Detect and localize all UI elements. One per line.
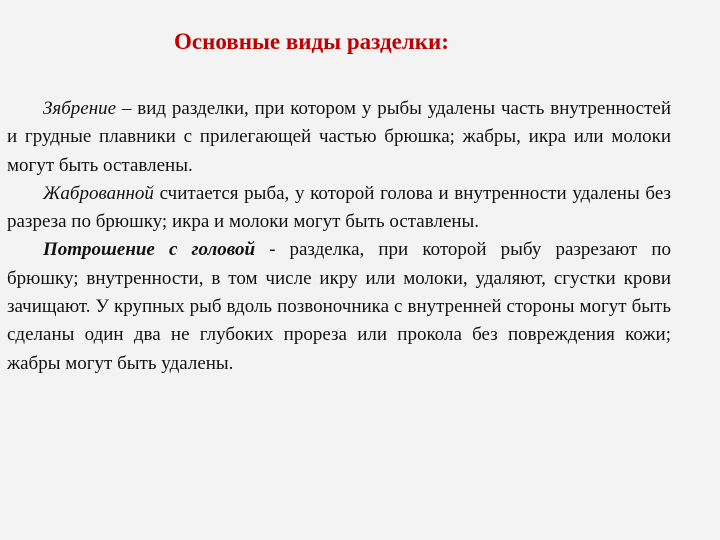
definition-text-zyabrenie: – вид разделки, при котором у рыбы удалены часть внутренностей и грудные плавники с прилегающей частью брюшка; жабры, икра или молоки могут быть оставлены. xyxy=(7,98,671,176)
term-potroshenie: Потрошение с головой xyxy=(43,239,256,261)
definition-text-zhabrovannaya: считается рыба, у которой голова и внутренности удалены без разреза по брюшку; икра и молоки могут быть оставлены. xyxy=(7,182,671,233)
definition-text-potroshenie: - разделка, при которой рыбу разрезают по брюшку; внутренности, в том числе икру или молоки, удаляют, сгустки крови зачищают. У крупных рыб вдоль позвоночника с внутренней стороны могут быть сделаны один два не глубоких прореза или прокола без повреждения кожи; жабры могут быть удалены. xyxy=(7,239,671,374)
definition-potroshenie xyxy=(7,236,671,377)
term-zyabrenie: Зябрение xyxy=(43,98,117,119)
definition-zhabrovannaya xyxy=(7,180,671,237)
slide-body xyxy=(7,95,671,378)
term-zhabrovannaya: Жаброванной xyxy=(43,182,154,204)
slide-title: Основные виды разделки: xyxy=(174,29,449,54)
definition-zyabrenie xyxy=(7,95,671,180)
